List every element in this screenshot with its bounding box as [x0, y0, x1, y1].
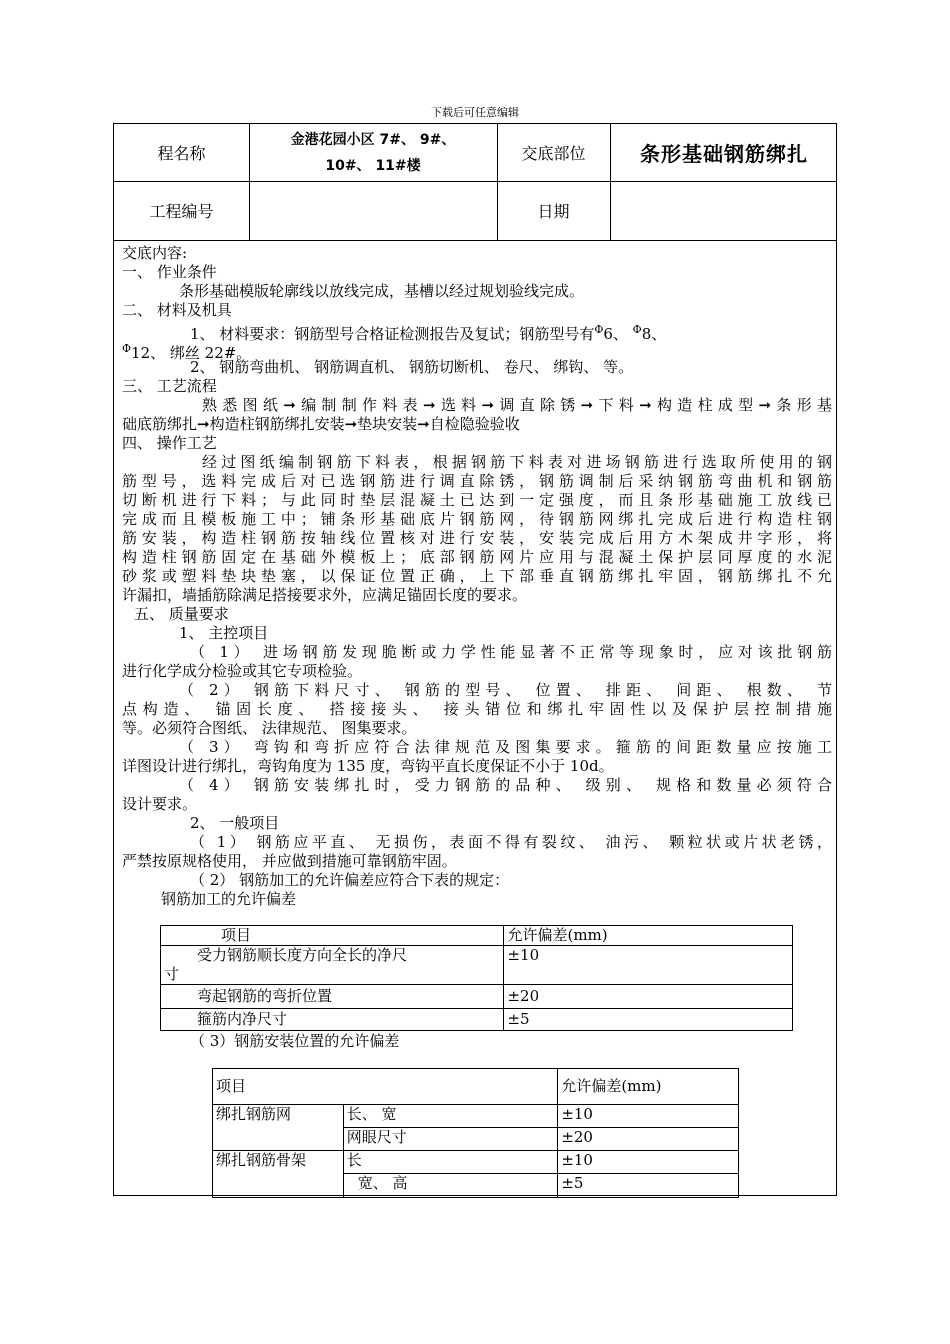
project-no-label: 工程编号	[149, 202, 214, 221]
section-title: 五、 质量要求	[134, 605, 229, 623]
cell-line: 寸	[164, 965, 180, 983]
paragraph-line: 2、 钢筋弯曲机、 钢筋调直机、 钢筋切断机、 卷尺、 绑钩、 等。	[190, 358, 634, 376]
paragraph-line: 构造柱钢筋固定在基础外模板上；底部钢筋网片应用与混凝土保护层同厚度的水泥	[122, 548, 832, 566]
project-name-value	[249, 124, 497, 181]
paragraph-line: （ 1） 进场钢筋发现脆断或力学性能显著不正常等现象时，应对该批钢筋	[190, 643, 832, 661]
paragraph-line: 许漏扣，墙插筋除满足搭接要求外，应满足锚固长度的要求。	[122, 586, 528, 604]
section-title: 四、 操作工艺	[122, 434, 217, 452]
table-cell: ±10	[558, 1151, 739, 1174]
table-header-cell: 允许偏差(mm)	[504, 926, 793, 946]
text-run: 1、 材料要求：钢筋型号合格证检测报告及复试；钢筋型号有	[190, 325, 595, 343]
table-header-row	[161, 926, 793, 946]
table-row	[213, 1105, 739, 1128]
paragraph-line: 熟悉图纸➞编制制作料表➞选料➞调直除锈➞下料➞构造柱成型➞条形基	[202, 396, 832, 414]
table-cell: ±20	[504, 985, 793, 1009]
table-group-cell: 绑扎钢筋骨架	[213, 1151, 344, 1198]
paragraph-line: 完成而且模板施工中；铺条形基础底片钢筋网，待钢筋网绑扎完成后进行构造柱钢	[122, 510, 832, 528]
table-cell: 弯起钢筋的弯折位置	[161, 985, 504, 1009]
text-run: 8、	[641, 325, 667, 343]
section-title: 一、 作业条件	[122, 263, 217, 281]
table-cell	[161, 946, 504, 985]
project-name-line: 10#、 11#楼	[325, 157, 421, 174]
table-cell: ±20	[558, 1128, 739, 1151]
paragraph-line: （ 4） 钢筋安装绑扎时，受力钢筋的品种、 级别、 规格和数量必须符合	[179, 776, 832, 794]
section-title: 三、 工艺流程	[122, 377, 217, 395]
table-caption: （ 3）钢筋安装位置的允许偏差	[190, 1032, 400, 1050]
table-cell: 网眼尺寸	[343, 1128, 558, 1151]
section-title: 二、 材料及机具	[122, 301, 232, 319]
row-divider	[114, 240, 836, 241]
diameter-symbol-icon: Φ	[594, 323, 604, 336]
disclosure-content	[122, 244, 832, 909]
diameter-symbol-icon: Φ	[632, 323, 642, 336]
table-row	[161, 1009, 793, 1031]
paragraph-line: 严禁按原规格使用， 并应做到措施可靠钢筋牢固。	[122, 852, 457, 870]
table-cell: ±10	[558, 1105, 739, 1128]
paragraph-line: （ 1） 钢筋应平直、 无损伤，表面不得有裂纹、 油污、 颗粒状或片状老锈，	[190, 833, 832, 851]
paragraph-line: 等。必须符合图纸、 法律规范、 图集要求。	[122, 719, 417, 737]
table-cell: ±5	[558, 1174, 739, 1198]
date-value	[610, 181, 838, 240]
table-caption: 钢筋加工的允许偏差	[161, 890, 297, 908]
paragraph-line: 筋型号，选料完成后对已选钢筋进行调直除锈，钢筋调制后采纳钢筋弯曲机和钢筋	[122, 472, 832, 490]
table-cell: ±5	[504, 1009, 793, 1031]
paragraph-line: 经过图纸编制钢筋下料表，根据钢筋下料表对进场钢筋进行选取所使用的钢	[202, 453, 832, 471]
paragraph-line: （ 2） 钢筋加工的允许偏差应符合下表的规定：	[190, 871, 510, 889]
table-cell: 宽、 高	[343, 1174, 558, 1198]
table-header-cell: 项目	[161, 926, 504, 946]
paragraph-line: 筋安装，构造柱钢筋按轴线位置核对进行安装，安装完成后用方木架成井字形，将	[122, 529, 832, 547]
project-no-value	[249, 181, 497, 240]
table-cell: 长	[343, 1151, 558, 1174]
table-row	[161, 946, 793, 985]
diameter-symbol-icon: Φ	[122, 342, 132, 355]
project-name-line: 金港花园小区 7#、 9#、	[290, 131, 456, 148]
paragraph-line: 条形基础模版轮廓线以放线完成，基槽以经过规划验线完成。	[179, 282, 585, 300]
content-heading: 交底内容:	[122, 244, 188, 262]
paragraph-line: 切断机进行下料；与此同时垫层混凝土已达到一定强度，而且条形基础施工放线已	[122, 491, 832, 509]
paragraph-line: 础底筋绑扎➞构造柱钢筋绑扎安装➞垫块安装➞自检隐验验收	[122, 415, 520, 433]
page-title: 条形基础钢筋绑扎	[640, 142, 808, 166]
paragraph-line: 砂浆或塑料垫块垫塞，以保证位置正确，上下部垂直钢筋绑扎牢固，钢筋绑扎不允	[122, 567, 832, 585]
paragraph-line	[122, 320, 832, 343]
location-label: 交底部位	[521, 144, 586, 163]
table-cell: 箍筋内净尺寸	[161, 1009, 504, 1031]
table-header-row	[213, 1069, 739, 1105]
table-header-cell: 项目	[213, 1069, 558, 1105]
cell-line: 受力钢筋顺长度方向全长的净尺	[197, 946, 408, 964]
table-cell: ±10	[504, 946, 793, 985]
project-name-label: 程名称	[157, 144, 206, 163]
paragraph-line: 点构造、 锚固长度、 搭接接头、 接头错位和绑扎牢固性以及保护层控制措施	[122, 700, 832, 718]
subsection-title: 1、 主控项目	[179, 624, 269, 642]
date-label: 日期	[537, 202, 570, 221]
paragraph-line: 设计要求。	[122, 795, 198, 813]
paragraph-line: （ 2） 钢筋下料尺寸、 钢筋的型号、 位置、 排距、 间距、 根数、 节	[179, 681, 832, 699]
paragraph-line: （ 3） 弯钩和弯折应符合法律规范及图集要求。箍筋的间距数量应按施工	[179, 738, 832, 756]
subsection-title: 2、 一般项目	[190, 814, 280, 832]
table-header-cell: 允许偏差(mm)	[558, 1069, 739, 1105]
watermark-text: 下载后可任意编辑	[431, 106, 519, 119]
text-run: 6、	[603, 325, 633, 343]
text-run: 12、 绑丝 22#。	[131, 344, 252, 362]
table-cell: 长、 宽	[343, 1105, 558, 1128]
table-row	[161, 985, 793, 1009]
paragraph-line: 详图设计进行绑扎，弯钩角度为 135 度，弯钩平直长度保证不小于 10d。	[122, 757, 614, 775]
table-group-cell: 绑扎钢筋网	[213, 1105, 344, 1151]
disclosure-form	[113, 123, 837, 1196]
paragraph-line: 进行化学成分检验或其它专项检验。	[122, 662, 363, 680]
processing-tolerance-table	[160, 925, 793, 1031]
installation-tolerance-table	[212, 1068, 739, 1198]
table-row	[213, 1151, 739, 1174]
